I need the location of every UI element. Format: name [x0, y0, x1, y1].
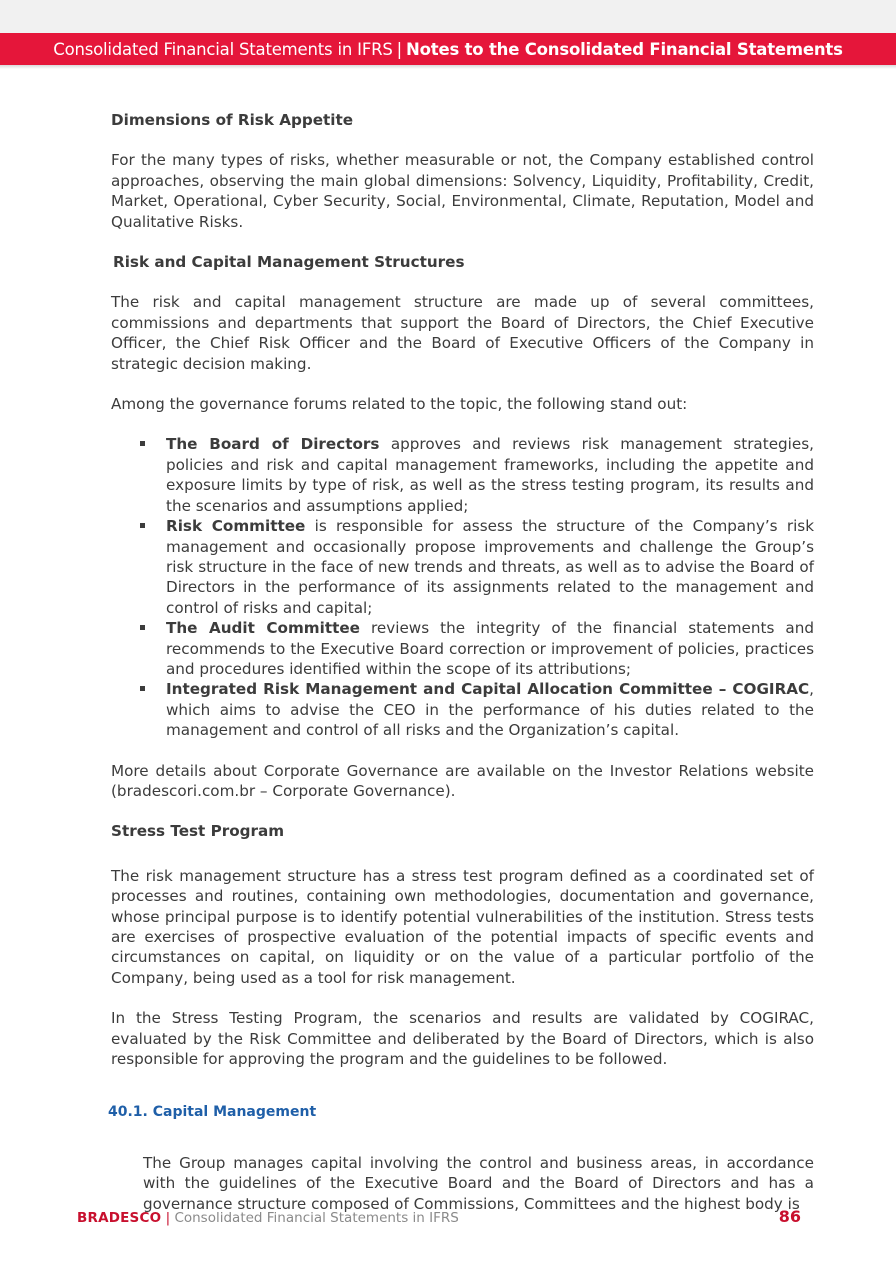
bullet-square-icon [140, 523, 145, 528]
footer-separator: | [165, 1210, 171, 1226]
bullet-text: , which aims to advise the CEO in the performance of his duties related to the management and control of all risks and the Organization’s capital. [166, 680, 814, 740]
section-title-capital-management: 40.1. Capital Management [108, 1104, 317, 1121]
heading-risk-structures: Risk and Capital Management Structures [113, 253, 465, 272]
heading-stress-test: Stress Test Program [111, 822, 285, 841]
document-body [108, 110, 815, 1214]
paragraph-corporate-governance: More details about Corporate Governance are available on the Investor Relations website (bradescori.com.br – Corporate Governance). [111, 761, 814, 800]
bullet-bold-lead: The Audit Committee [166, 619, 360, 638]
header-shadow [0, 65, 896, 69]
paragraph-capital-management: The Group manages capital involving the control and business areas, in accordance with the guidelines of the Executive Board and the Board of Directors and has a governance structure composed of Commissions, Committees and the highest body is [143, 1153, 814, 1213]
list-item [111, 618, 814, 679]
bullet-bold-lead: Risk Committee [166, 517, 306, 536]
paragraph-stress-test-2: In the Stress Testing Program, the scenarios and results are validated by COGIRAC, evaluated by the Risk Committee and deliberated by the Board of Directors, which is also responsible for approving the program and the guidelines to be followed. [111, 1009, 814, 1069]
governance-bullet-list [111, 434, 814, 740]
list-item [111, 679, 814, 740]
header-left-title: Consolidated Financial Statements in IFRS [53, 39, 393, 59]
paragraph-risk-appetite: For the many types of risks, whether measurable or not, the Company established control approaches, observing the main global dimensions: Solvency, Liquidity, Profitability, Credit, Market, Operational, Cyber Security, Social, Environmental, Climate, Reputation, Model and Qualitative Risks. [111, 151, 814, 231]
bullet-square-icon [140, 686, 145, 691]
bullet-square-icon [140, 625, 145, 630]
bullet-text: is responsible for assess the structure of the Company’s risk management and occasionally propose improvements and challenge the Group’s risk structure in the face of new trends and threats, as well as to advise the Board of Directors in the performance of its assignments related to the management and control of risks and capital; [166, 517, 815, 617]
header-separator: | [396, 39, 403, 59]
list-item [111, 516, 814, 618]
bullet-bold-lead: The Board of Directors [166, 435, 380, 454]
heading-risk-appetite: Dimensions of Risk Appetite [111, 111, 354, 129]
paragraph-stress-test-1: The risk management structure has a stress test program defined as a coordinated set of processes and routines, containing own methodologies, documentation and governance, whose principal purpose is to identify potential vulnerabilities of the institution. Stress tests are exercises of prospective evaluation of the potential impacts of specific events and circumstances on capital, on liquidity or on the value of a particular portfolio of the Company, being used as a tool for risk management. [111, 866, 814, 987]
bullet-bold-lead: Integrated Risk Management and Capital Allocation Committee – COGIRAC [166, 680, 810, 699]
page-footer [77, 1208, 801, 1228]
footer-document-title: Consolidated Financial Statements in IFRS [174, 1210, 459, 1226]
bullet-square-icon [140, 441, 145, 446]
paragraph-governance-forums: Among the governance forums related to the topic, the following stand out: [111, 395, 688, 414]
top-strip [0, 0, 896, 33]
footer-brand-logo: BRADESCO [77, 1210, 162, 1226]
bullet-text: reviews the integrity of the financial statements and recommends to the Executive Board correction or improvement of policies, practices and procedures identified within the scope of its attributions; [166, 619, 814, 678]
page-number: 86 [778, 1207, 801, 1226]
paragraph-structures-intro: The risk and capital management structure are made up of several committees, commissions and departments that support the Board of Directors, the Chief Executive Officer, the Chief Risk Officer and the Board of Executive Officers of the Company in strategic decision making. [111, 293, 814, 373]
bullet-text: approves and reviews risk management strategies, policies and risk and capital management frameworks, including the appetite and exposure limits by type of risk, as well as the stress testing program, its results and the scenarios and assumptions applied; [166, 435, 814, 515]
header-right-title: Notes to the Consolidated Financial Statements [406, 39, 843, 59]
list-item [111, 434, 814, 516]
page-header [0, 33, 896, 65]
